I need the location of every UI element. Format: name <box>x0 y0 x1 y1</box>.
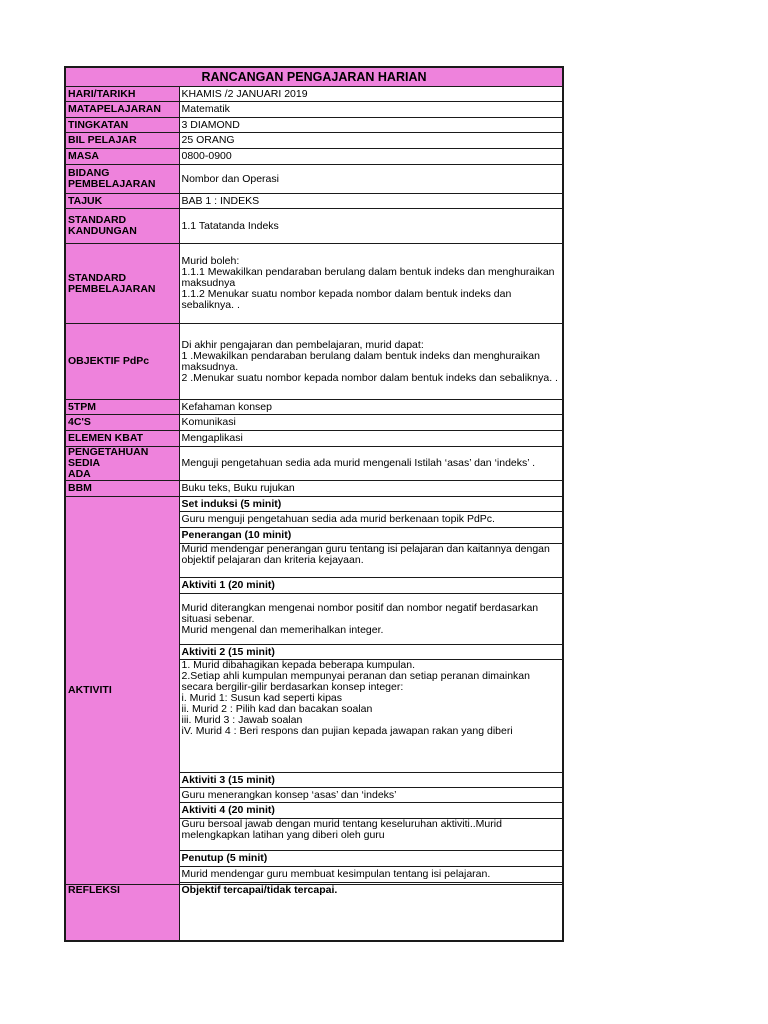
penutup-heading: Penutup (5 minit) <box>179 851 563 867</box>
tajuk-value: BAB 1 : INDEKS <box>179 194 563 209</box>
page-title: RANCANGAN PENGAJARAN HARIAN <box>65 67 563 87</box>
sp-line: Murid boleh: <box>181 255 240 267</box>
objektif-line: 2 .Menukar suatu nombor kepada nombor dalam bentuk indeks dan sebaliknya. . <box>181 371 558 384</box>
objektif-value <box>179 324 563 400</box>
standard-kandungan-label-line-2: KANDUNGAN <box>68 225 137 237</box>
bbm-label: BBM <box>65 481 179 497</box>
aktiviti2-line: iV. Murid 4 : Beri respons dan pujian kepada jawapan rakan yang diberi <box>181 725 513 737</box>
aktiviti4-text <box>179 819 563 851</box>
matapelajaran-value: Matematik <box>179 102 563 118</box>
aktiviti1-text <box>179 594 563 645</box>
matapelajaran-label: MATAPELAJARAN <box>65 102 179 118</box>
pengetahuan-label-line-2: ADA <box>68 468 91 480</box>
set-induksi-heading: Set induksi (5 minit) <box>179 497 563 512</box>
tajuk-label: TAJUK <box>65 194 179 209</box>
aktiviti3-heading: Aktiviti 3 (15 minit) <box>179 773 563 788</box>
aktiviti2-line: 2.Setiap ahli kumpulan mempunyai peranan dan setiap peranan dimainkan secara bergilir-gilir berdasarkan konsep integer: <box>181 670 530 693</box>
standard-kandungan-label-line-1: STANDARD <box>68 214 127 226</box>
aktiviti2-line: i. Murid 1: Susun kad seperti kipas <box>181 692 342 704</box>
hari-tarikh-value: KHAMIS /2 JANUARI 2019 <box>179 87 563 102</box>
penerangan-heading: Penerangan (10 minit) <box>179 528 563 544</box>
aktiviti-label: AKTIVITI <box>65 497 179 885</box>
sp-line: 1.1.1 Mewakilkan pendaraban berulang dalam bentuk indeks dan menghuraikan maksudnya <box>181 266 555 289</box>
bbm-value: Buku teks, Buku rujukan <box>179 481 563 497</box>
refleksi-label: REFLEKSI <box>65 885 179 941</box>
aktiviti2-line: 1. Murid dibahagikan kepada beberapa kumpulan. <box>181 659 415 671</box>
aktiviti3-text: Guru menerangkan konsep ‘asas’ dan ‘indeks’ <box>179 788 563 803</box>
aktiviti1-heading: Aktiviti 1 (20 minit) <box>179 578 563 594</box>
4cs-label: 4C'S <box>65 415 179 431</box>
pengetahuan-value: Menguji pengetahuan sedia ada murid mengenali Istilah ‘asas’ dan ‘indeks’ . <box>179 447 563 481</box>
bil-pelajar-value: 25 ORANG <box>179 133 563 149</box>
refleksi-value: Objektif tercapai/tidak tercapai. <box>179 885 563 941</box>
penerangan-text <box>179 544 563 578</box>
masa-value: 0800-0900 <box>179 149 563 165</box>
4cs-value: Komunikasi <box>179 415 563 431</box>
masa-label: MASA <box>65 149 179 165</box>
aktiviti1-line: Murid mengenal dan memerihalkan integer. <box>181 623 384 636</box>
penutup-text: Murid mendengar guru membuat kesimpulan tentang isi pelajaran. <box>179 867 563 883</box>
bidang-label-line-2: PEMBELAJARAN <box>68 178 156 190</box>
objektif-line: Di akhir pengajaran dan pembelajaran, murid dapat: <box>181 338 424 351</box>
rph-table <box>64 66 564 942</box>
penerangan-line: Murid mendengar penerangan guru tentang isi pelajaran dan kaitannya dengan objektif pelajaran dan kriteria kejayaan. <box>181 543 550 566</box>
bidang-value: Nombor dan Operasi <box>179 165 563 194</box>
5tpm-value: Kefahaman konsep <box>179 400 563 415</box>
objektif-line: 1 .Mewakilkan pendaraban berulang dalam bentuk indeks dan menghuraikan maksudnya. <box>181 349 540 373</box>
bidang-label-line-1: BIDANG <box>68 167 110 179</box>
pengetahuan-label <box>65 447 179 481</box>
elemen-kbat-label: ELEMEN KBAT <box>65 431 179 447</box>
elemen-kbat-value: Mengaplikasi <box>179 431 563 447</box>
sp-line: 1.1.2 Menukar suatu nombor kepada nombor dalam bentuk indeks dan sebaliknya. . <box>181 288 512 311</box>
aktiviti2-text <box>179 660 563 773</box>
aktiviti2-line: ii. Murid 2 : Pilih kad dan bacakan soalan <box>181 703 373 715</box>
aktiviti4-line: Guru bersoal jawab dengan murid tentang keseluruhan aktiviti..Murid melengkapkan latihan yang diberi oleh guru <box>181 818 502 841</box>
hari-tarikh-label: HARI/TARIKH <box>65 87 179 102</box>
standard-pembelajaran-value <box>179 244 563 324</box>
5tpm-label: 5TPM <box>65 400 179 415</box>
bidang-label <box>65 165 179 194</box>
tingkatan-value: 3 DIAMOND <box>179 118 563 133</box>
standard-pembelajaran-label <box>65 244 179 324</box>
standard-kandungan-label <box>65 209 179 244</box>
aktiviti2-line: iii. Murid 3 : Jawab soalan <box>181 714 303 726</box>
pengetahuan-label-line-1: PENGETAHUAN SEDIA <box>68 446 149 469</box>
set-induksi-text: Guru menguji pengetahuan sedia ada murid berkenaan topik PdPc. <box>179 512 563 528</box>
bil-pelajar-label: BIL PELAJAR <box>65 133 179 149</box>
aktiviti1-line: Murid diterangkan mengenai nombor positif dan nombor negatif berdasarkan situasi sebenar. <box>181 601 539 625</box>
aktiviti2-heading: Aktiviti 2 (15 minit) <box>179 645 563 660</box>
standard-pembelajaran-label-line-2: PEMBELAJARAN <box>68 282 156 295</box>
aktiviti4-heading: Aktiviti 4 (20 minit) <box>179 803 563 819</box>
standard-pembelajaran-label-line-1: STANDARD <box>68 271 127 284</box>
tingkatan-label: TINGKATAN <box>65 118 179 133</box>
standard-kandungan-value: 1.1 Tatatanda Indeks <box>179 209 563 244</box>
objektif-label: OBJEKTIF PdPc <box>65 324 179 400</box>
